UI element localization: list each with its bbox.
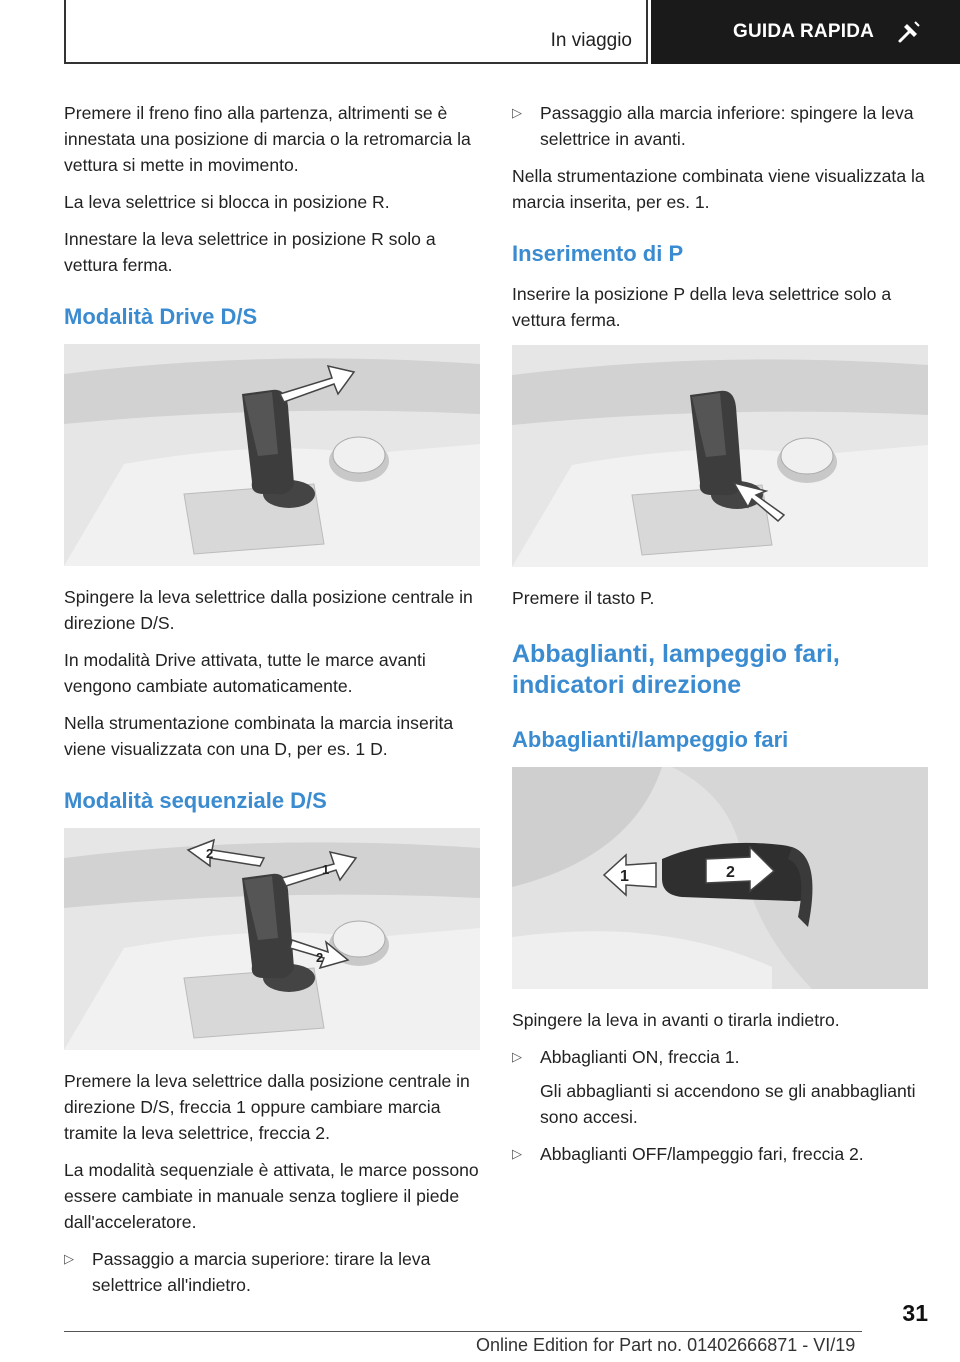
paragraph: In modalità Drive attivata, tutte le marce avanti vengono cambiate automaticamente. [64, 650, 426, 696]
arrow-label-1: 1 [620, 868, 629, 885]
chapter-tab [651, 0, 960, 64]
heading-sequential-mode: Modalità sequenziale D/S [64, 788, 327, 813]
triangle-bullet-icon: ▷ [512, 1146, 522, 1161]
paragraph: La leva selettrice si blocca in posizione R. [64, 192, 390, 212]
paragraph: Premere il tasto P. [512, 588, 655, 608]
chapter-tab-label: GUIDA RAPIDA [733, 21, 875, 42]
left-column [64, 100, 480, 1309]
paragraph: La modalità sequenziale è attivata, le marce possono essere cambiate in manuale senza togliere il piede dall'acceleratore. [64, 1160, 479, 1232]
arrow-label-2: 2 [726, 864, 735, 881]
list-item [512, 1141, 928, 1167]
paragraph: Nella strumentazione combinata la marcia inserita viene visualizzata con una D, per es. 1 D. [64, 713, 454, 759]
bullet-text: Passaggio a marcia superiore: tirare la leva selettrice all'indietro. [92, 1249, 431, 1295]
edition-footer: Online Edition for Part no. 01402666871 - VI/19 [476, 1335, 856, 1355]
light-stalk-illustration [512, 767, 928, 989]
paragraph: Innestare la leva selettrice in posizione R solo a vettura ferma. [64, 229, 436, 275]
heading-high-beam-section: Abbaglianti, lampeggio fari, indicatori direzione [512, 640, 840, 699]
arrow-label-2: 2 [206, 846, 214, 861]
park-button-illustration [512, 345, 928, 567]
heading-drive-mode: Modalità Drive D/S [64, 304, 258, 329]
arrow-label-2b: 2 [316, 950, 324, 965]
page-number: 31 [902, 1300, 928, 1326]
bullet-text: Passaggio alla marcia inferiore: spingere la leva selettrice in avanti. [540, 103, 914, 149]
heading-park: Inserimento di P [512, 241, 684, 266]
triangle-bullet-icon: ▷ [512, 1049, 522, 1064]
paragraph: Inserire la posizione P della leva selettrice solo a vettura ferma. [512, 284, 892, 330]
arrow-label-1: 1 [322, 862, 330, 877]
quick-guide-icon [896, 19, 922, 45]
header-section-box [64, 0, 648, 64]
list-item [512, 100, 928, 152]
heading-high-beam: Abbaglianti/lampeggio fari [512, 727, 789, 752]
list-item [64, 1246, 480, 1298]
paragraph: Premere la leva selettrice dalla posizione centrale in direzione D/S, freccia 1 oppure cambiare marcia tramite la leva selettrice, freccia 2. [64, 1071, 470, 1143]
section-label: In viaggio [550, 30, 632, 51]
triangle-bullet-icon: ▷ [64, 1251, 74, 1266]
right-column [512, 100, 928, 1178]
paragraph: Premere il freno fino alla partenza, altrimenti se è innestata una posizione di marcia o la retromarcia la vettura si mette in movimento. [64, 103, 471, 175]
bullet-text: Abbaglianti ON, freccia 1. [540, 1047, 740, 1067]
footer-divider [64, 1331, 862, 1332]
bullet-subtext: Gli abbaglianti si accendono se gli anabbaglianti sono accesi. [540, 1081, 916, 1127]
triangle-bullet-icon: ▷ [512, 105, 522, 120]
gear-selector-drive-illustration [64, 344, 480, 566]
paragraph: Spingere la leva in avanti o tirarla indietro. [512, 1010, 840, 1030]
bullet-text: Abbaglianti OFF/lampeggio fari, freccia 2. [540, 1144, 864, 1164]
list-item [512, 1044, 928, 1130]
gear-selector-sequential-illustration [64, 828, 480, 1050]
paragraph: Nella strumentazione combinata viene visualizzata la marcia inserita, per es. 1. [512, 166, 925, 212]
paragraph: Spingere la leva selettrice dalla posizione centrale in direzione D/S. [64, 587, 473, 633]
